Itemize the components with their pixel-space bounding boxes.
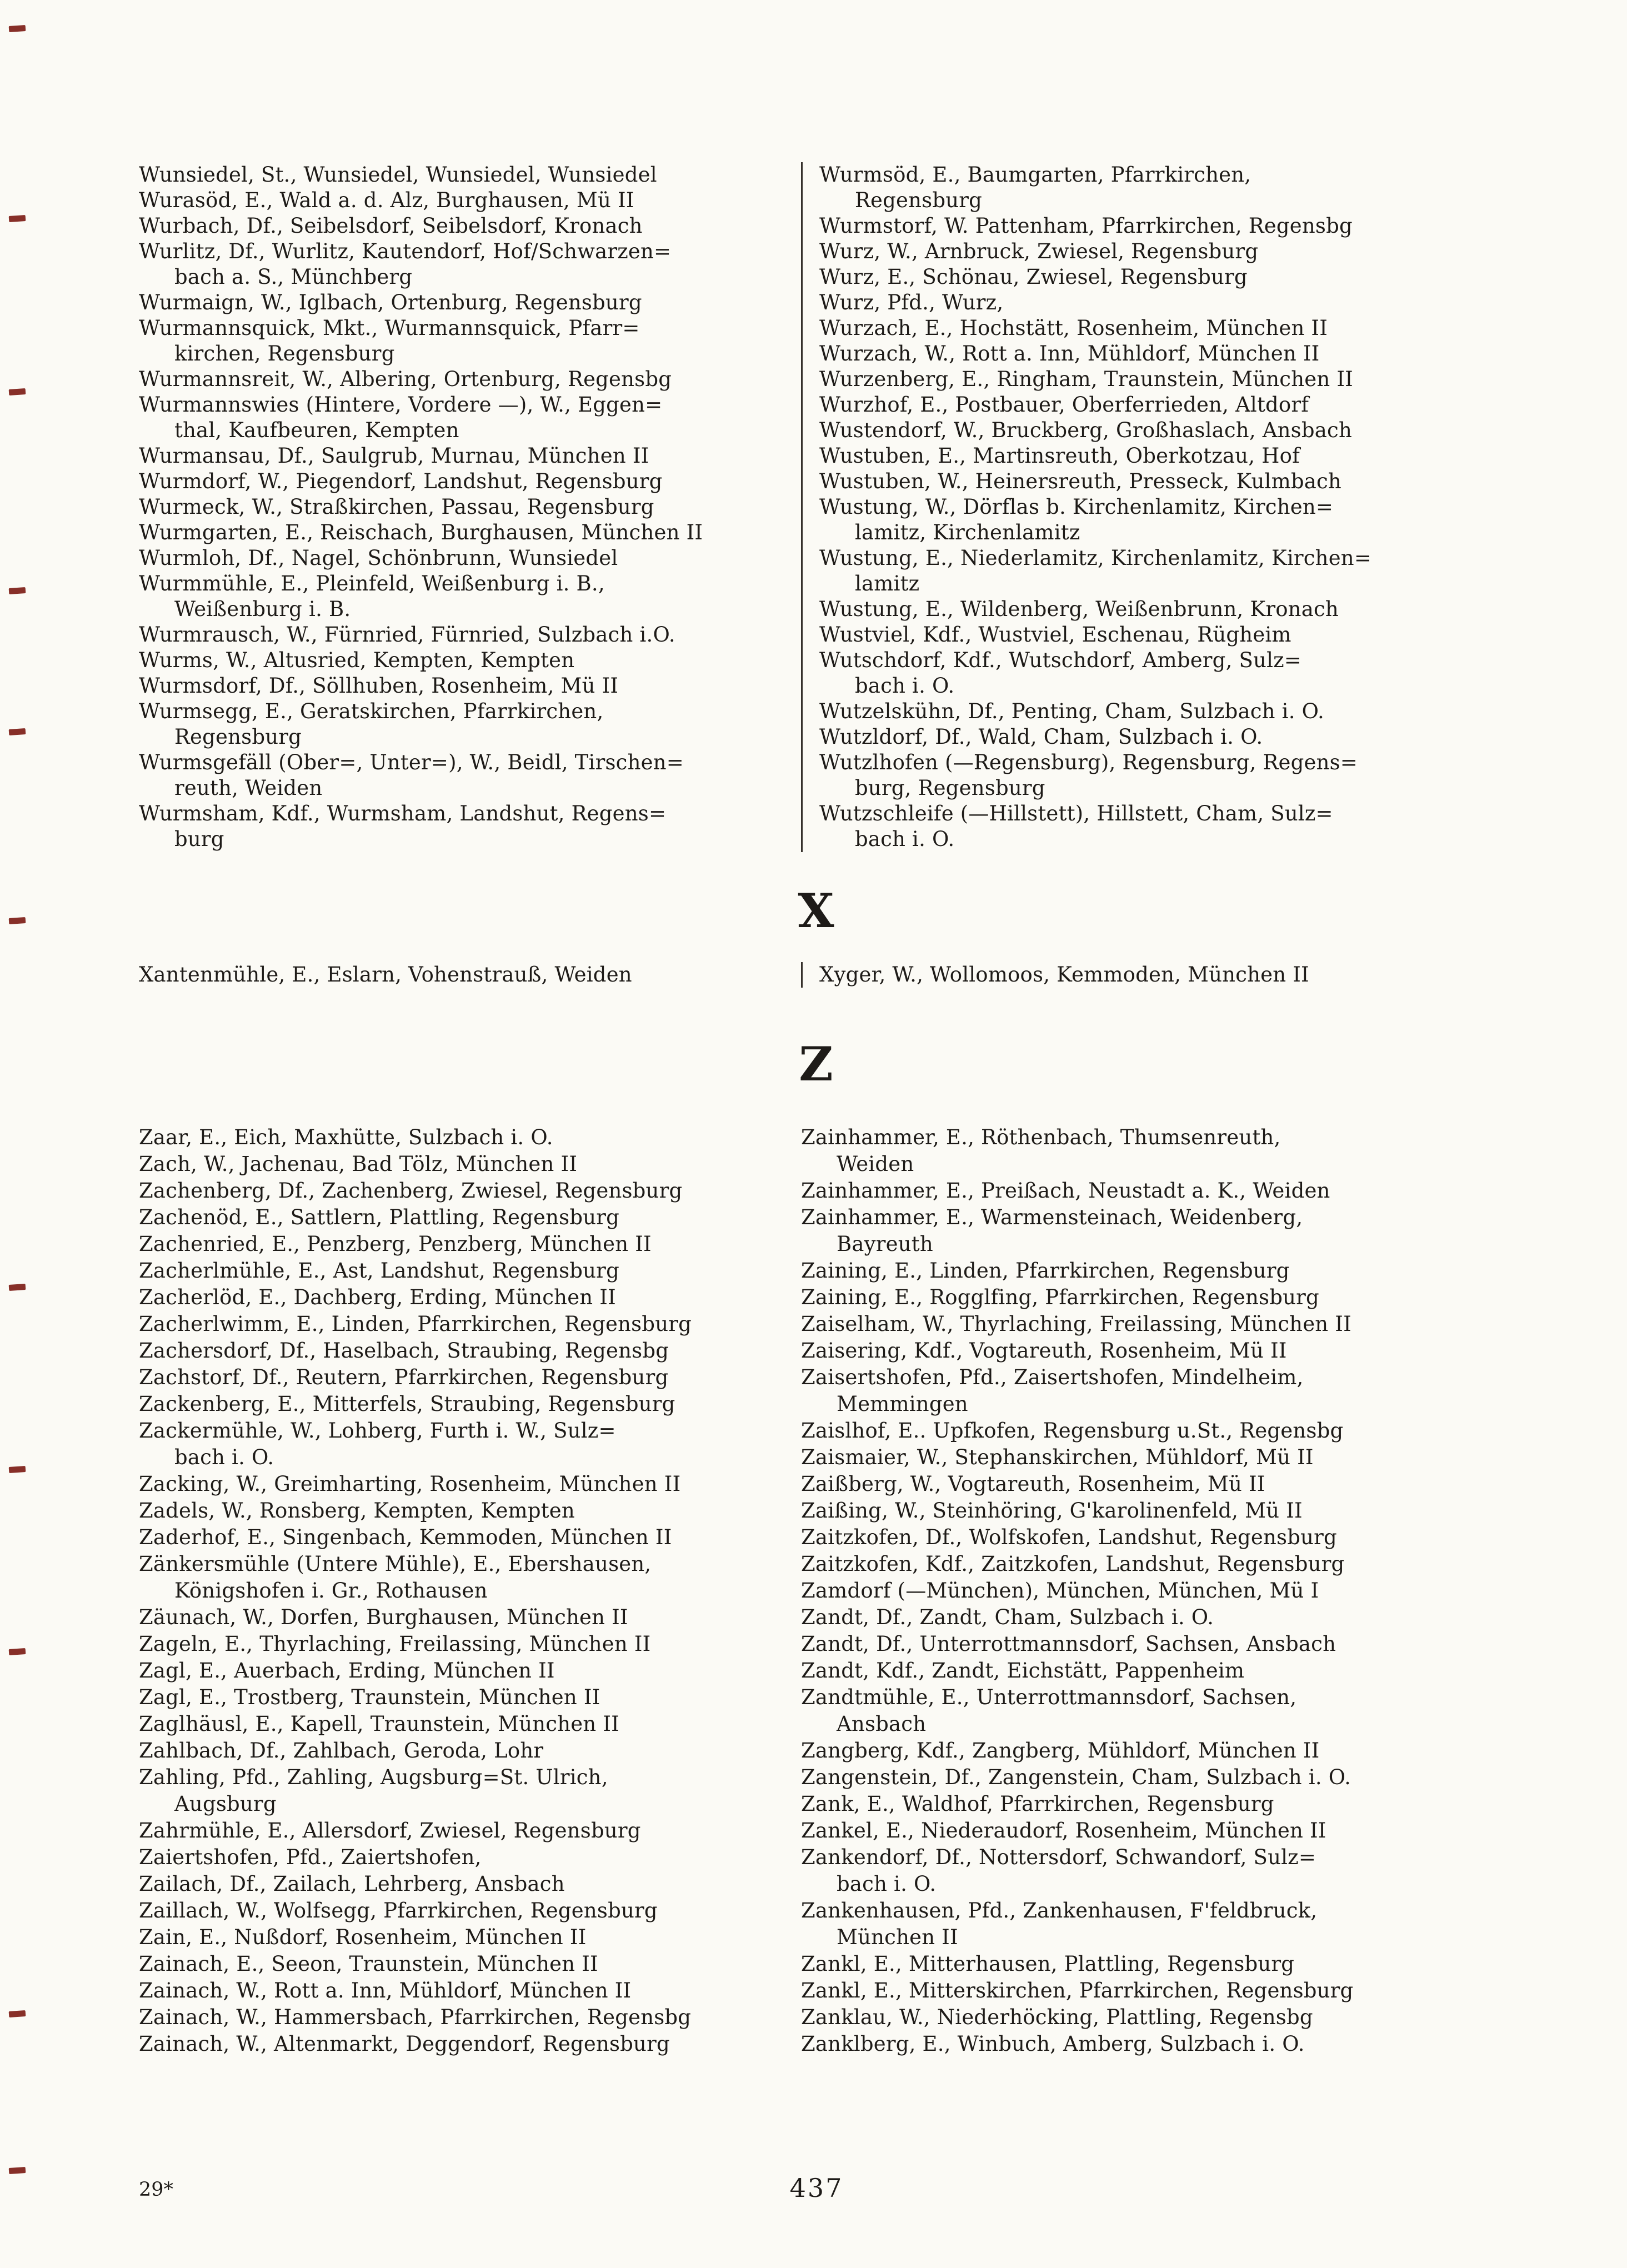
gazetteer-entry [139, 1871, 778, 1897]
entry-first-line: Wurmannswies (Hintere, Vordere —), W., Eggen= [139, 393, 663, 417]
gazetteer-entry [139, 1311, 778, 1338]
entry-first-line: Zaitzkofen, Kdf., Zaitzkofen, Landshut, Regensburg [801, 1552, 1345, 1576]
scan-artifact-mark [9, 587, 26, 594]
entry-first-line: Zachenberg, Df., Zachenberg, Zwiesel, Regensburg [139, 1179, 683, 1203]
entry-first-line: Wurmrausch, W., Fürnried, Fürnried, Sulzbach i.O. [139, 623, 675, 647]
gazetteer-entry [139, 1204, 778, 1231]
entry-continuation-line: Ansbach [837, 1712, 927, 1736]
gazetteer-entry [139, 571, 778, 622]
gazetteer-entry [801, 1791, 1494, 1818]
entry-continuation-line: bach i. O. [837, 1872, 937, 1896]
gazetteer-entry [139, 1338, 778, 1364]
gazetteer-entry [819, 962, 1494, 988]
section-heading-z: Z [799, 1037, 834, 1092]
gazetteer-entry [819, 750, 1494, 801]
entry-first-line: Wurz, E., Schönau, Zwiesel, Regensburg [819, 265, 1248, 289]
scan-artifact-mark [9, 388, 26, 395]
entry-first-line: Zahling, Pfd., Zahling, Augsburg=St. Ulrich, [139, 1765, 608, 1789]
entry-first-line: Zadels, W., Ronsberg, Kempten, Kempten [139, 1499, 575, 1523]
gazetteer-entry [819, 341, 1494, 367]
scan-artifact-mark [9, 917, 26, 924]
scan-artifact-mark [9, 25, 26, 32]
gazetteer-entry [801, 1258, 1494, 1284]
entry-first-line: Wustuben, W., Heinersreuth, Presseck, Kulmbach [819, 469, 1341, 493]
entry-first-line: Wunsiedel, St., Wunsiedel, Wunsiedel, Wunsiedel [139, 163, 657, 187]
entry-first-line: Zandt, Df., Unterrottmannsdorf, Sachsen, Ansbach [801, 1632, 1336, 1656]
gazetteer-entry [139, 469, 778, 494]
entry-first-line: Zageln, E., Thyrlaching, Freilassing, München II [139, 1632, 651, 1656]
entry-first-line: Zaining, E., Linden, Pfarrkirchen, Regensburg [801, 1259, 1290, 1283]
entry-first-line: Zaismaier, W., Stephanskirchen, Mühldorf, Mü II [801, 1445, 1314, 1469]
entry-first-line: Zaglhäusl, E., Kapell, Traunstein, München II [139, 1712, 619, 1736]
entry-first-line: Zaillach, W., Wolfsegg, Pfarrkirchen, Regensburg [139, 1899, 658, 1922]
gazetteer-entry [801, 1578, 1494, 1604]
entry-first-line: Zachstorf, Df., Reutern, Pfarrkirchen, Regensburg [139, 1365, 669, 1389]
entry-first-line: Wurmeck, W., Straßkirchen, Passau, Regensburg [139, 495, 654, 519]
entry-first-line: Zachenöd, E., Sattlern, Plattling, Regensburg [139, 1205, 620, 1229]
entry-first-line: Zahlbach, Df., Zahlbach, Geroda, Lohr [139, 1739, 544, 1763]
scan-artifact-mark [9, 1284, 26, 1291]
gazetteer-entry [801, 1977, 1494, 2004]
gazetteer-entry [801, 1658, 1494, 1684]
gazetteer-entry [801, 1551, 1494, 1578]
gazetteer-entry [139, 1284, 778, 1311]
printer-signature: 29* [139, 2179, 174, 2201]
gazetteer-entry [801, 1364, 1494, 1418]
gazetteer-entry [139, 1231, 778, 1258]
gazetteer-entry [139, 801, 778, 852]
entry-first-line: Zaißberg, W., Vogtareuth, Rosenheim, Mü II [801, 1472, 1265, 1496]
entry-first-line: Wurmstorf, W. Pattenham, Pfarrkirchen, Regensbg [819, 214, 1353, 238]
gazetteer-entry [819, 724, 1494, 750]
entry-first-line: Wurz, W., Arnbruck, Zwiesel, Regensburg [819, 239, 1259, 263]
gazetteer-entry [139, 1711, 778, 1738]
page-content [139, 162, 1494, 2057]
entry-first-line: Wurmmühle, E., Pleinfeld, Weißenburg i. B., [139, 572, 605, 595]
gazetteer-entry [139, 1658, 778, 1684]
gazetteer-entry [139, 750, 778, 801]
gazetteer-entry [801, 1738, 1494, 1764]
entry-continuation-line: bach i. O. [174, 1445, 274, 1469]
gazetteer-entry [819, 418, 1494, 443]
gazetteer-entry [801, 1124, 1494, 1178]
gazetteer-entry [819, 597, 1494, 622]
gazetteer-entry [819, 290, 1494, 316]
gazetteer-entry [801, 1818, 1494, 1844]
gazetteer-entry [139, 1498, 778, 1524]
gazetteer-entry [819, 162, 1494, 213]
gazetteer-entry [139, 290, 778, 316]
entry-first-line: Zangberg, Kdf., Zangberg, Mühldorf, München II [801, 1739, 1320, 1763]
entry-first-line: Wustung, E., Wildenberg, Weißenbrunn, Kronach [819, 597, 1339, 621]
gazetteer-entry [139, 213, 778, 239]
entry-first-line: Zaislhof, E.. Upfkofen, Regensburg u.St., Regensbg [801, 1419, 1344, 1443]
z-left-column [139, 1124, 778, 2057]
entry-continuation-line: kirchen, Regensburg [174, 342, 395, 366]
gazetteer-entry [139, 1631, 778, 1658]
entry-first-line: Wurzach, E., Hochstätt, Rosenheim, München II [819, 316, 1328, 340]
entry-first-line: Zagl, E., Auerbach, Erding, München II [139, 1659, 555, 1683]
entry-first-line: Zach, W., Jachenau, Bad Tölz, München II [139, 1152, 578, 1176]
entry-first-line: Xantenmühle, E., Eslarn, Vohenstrauß, Weiden [139, 963, 632, 987]
entry-first-line: Wurzhof, E., Postbauer, Oberferrieden, Altdorf [819, 393, 1309, 417]
entry-first-line: Wurmsegg, E., Geratskirchen, Pfarrkirchen, [139, 699, 604, 723]
section-w-entries [139, 162, 1494, 852]
gazetteer-entry [801, 1311, 1494, 1338]
entry-first-line: Zacherlmühle, E., Ast, Landshut, Regensburg [139, 1259, 619, 1283]
entry-first-line: Zailach, Df., Zailach, Lehrberg, Ansbach [139, 1872, 565, 1896]
entry-first-line: Wurzenberg, E., Ringham, Traunstein, München II [819, 367, 1353, 391]
entry-first-line: Wurmsdorf, Df., Söllhuben, Rosenheim, Mü II [139, 674, 619, 698]
x-left-column [139, 962, 778, 988]
entry-first-line: Wurmaign, W., Iglbach, Ortenburg, Regensburg [139, 291, 642, 314]
gazetteer-entry [819, 545, 1494, 597]
entry-first-line: Zanklau, W., Niederhöcking, Plattling, Regensbg [801, 2005, 1313, 2029]
gazetteer-entry [139, 1818, 778, 1844]
entry-first-line: Wutzlhofen (—Regensburg), Regensburg, Regens= [819, 750, 1358, 774]
w-right-column [801, 162, 1494, 852]
gazetteer-entry [801, 1524, 1494, 1551]
entry-first-line: Wustviel, Kdf., Wustviel, Eschenau, Rügheim [819, 623, 1291, 647]
gazetteer-entry [139, 1684, 778, 1711]
entry-first-line: Zainhammer, E., Röthenbach, Thumsenreuth, [801, 1125, 1281, 1149]
gazetteer-entry [139, 622, 778, 648]
entry-first-line: Zachersdorf, Df., Haselbach, Straubing, Regensbg [139, 1339, 669, 1363]
gazetteer-entry [819, 264, 1494, 290]
gazetteer-entry [819, 316, 1494, 341]
gazetteer-entry [819, 239, 1494, 264]
gazetteer-entry [139, 1418, 778, 1471]
gazetteer-entry [139, 239, 778, 290]
entry-first-line: Zamdorf (—München), München, München, Mü I [801, 1579, 1319, 1603]
gazetteer-entry [819, 213, 1494, 239]
gazetteer-entry [139, 699, 778, 750]
entry-first-line: Zacking, W., Greimharting, Rosenheim, München II [139, 1472, 681, 1496]
gazetteer-entry [819, 469, 1494, 494]
entry-continuation-line: bach i. O. [855, 674, 955, 698]
scan-artifact-mark [9, 2167, 26, 2174]
entry-first-line: Zaderhof, E., Singenbach, Kemmoden, München II [139, 1525, 672, 1549]
entry-continuation-line: lamitz [855, 572, 920, 595]
gazetteer-entry [801, 1471, 1494, 1498]
entry-continuation-line: thal, Kaufbeuren, Kempten [174, 418, 459, 442]
entry-first-line: Zangenstein, Df., Zangenstein, Cham, Sulzbach i. O. [801, 1765, 1351, 1789]
gazetteer-entry [801, 1631, 1494, 1658]
entry-first-line: Zainach, W., Altenmarkt, Deggendorf, Regensburg [139, 2032, 670, 2056]
entry-first-line: Wurmsham, Kdf., Wurmsham, Landshut, Regens= [139, 802, 667, 825]
gazetteer-entry [139, 1924, 778, 1951]
entry-first-line: Zainach, W., Rott a. Inn, Mühldorf, München II [139, 1979, 632, 2002]
gazetteer-entry [801, 1204, 1494, 1258]
entry-first-line: Zacherlwimm, E., Linden, Pfarrkirchen, Regensburg [139, 1312, 692, 1336]
entry-first-line: Wutzldorf, Df., Wald, Cham, Sulzbach i. O. [819, 725, 1263, 749]
entry-first-line: Zanklberg, E., Winbuch, Amberg, Sulzbach i. O. [801, 2032, 1305, 2056]
entry-first-line: Zachenried, E., Penzberg, Penzberg, München II [139, 1232, 652, 1256]
z-right-column [801, 1124, 1494, 2057]
entry-first-line: Zainhammer, E., Preißach, Neustadt a. K., Weiden [801, 1179, 1330, 1203]
entry-first-line: Zänkersmühle (Untere Mühle), E., Ebershausen, [139, 1552, 652, 1576]
gazetteer-entry [139, 1764, 778, 1818]
gazetteer-entry [139, 2004, 778, 2031]
gazetteer-entry [139, 1391, 778, 1418]
entry-first-line: Zank, E., Waldhof, Pfarrkirchen, Regensburg [801, 1792, 1274, 1816]
entry-continuation-line: Königshofen i. Gr., Rothausen [174, 1579, 488, 1603]
gazetteer-entry [139, 443, 778, 469]
entry-first-line: Zäunach, W., Dorfen, Burghausen, München II [139, 1605, 628, 1629]
scan-artifact-mark [9, 2010, 26, 2017]
gazetteer-entry [139, 316, 778, 367]
gazetteer-entry [139, 162, 778, 188]
gazetteer-entry [139, 1258, 778, 1284]
entry-first-line: Wurmdorf, W., Piegendorf, Landshut, Regensburg [139, 469, 663, 493]
entry-first-line: Zankel, E., Niederaudorf, Rosenheim, München II [801, 1819, 1326, 1843]
entry-first-line: Zaar, E., Eich, Maxhütte, Sulzbach i. O. [139, 1125, 553, 1149]
gazetteer-entry [139, 1897, 778, 1924]
entry-first-line: Zaißing, W., Steinhöring, G'karolinenfeld, Mü II [801, 1499, 1303, 1523]
section-z [139, 1037, 1494, 2057]
entry-first-line: Wustung, W., Dörflas b. Kirchenlamitz, Kirchen= [819, 495, 1334, 519]
gazetteer-entry [139, 2031, 778, 2057]
x-columns [139, 962, 1494, 988]
gazetteer-entry [139, 367, 778, 392]
entry-first-line: Wurasöd, E., Wald a. d. Alz, Burghausen, Mü II [139, 188, 634, 212]
entry-continuation-line: Weiden [837, 1152, 914, 1176]
page-number: 437 [789, 2173, 844, 2203]
gazetteer-entry [139, 1951, 778, 1977]
gazetteer-entry [801, 1418, 1494, 1444]
entry-first-line: Wurmannsreit, W., Albering, Ortenburg, Regensbg [139, 367, 672, 391]
entry-first-line: Zaisertshofen, Pfd., Zaisertshofen, Mindelheim, [801, 1365, 1304, 1389]
entry-first-line: Wurlitz, Df., Wurlitz, Kautendorf, Hof/Schwarzen= [139, 239, 672, 263]
entry-continuation-line: reuth, Weiden [174, 776, 323, 800]
entry-first-line: Zankendorf, Df., Nottersdorf, Schwandorf, Sulz= [801, 1845, 1316, 1869]
entry-first-line: Wurmsgefäll (Ober=, Unter=), W., Beidl, Tirschen= [139, 750, 684, 774]
entry-first-line: Wustung, E., Niederlamitz, Kirchenlamitz, Kirchen= [819, 546, 1372, 570]
entry-first-line: Zagl, E., Trostberg, Traunstein, München II [139, 1685, 600, 1709]
entry-first-line: Wutzschleife (—Hillstett), Hillstett, Cham, Sulz= [819, 802, 1333, 825]
gazetteer-entry [139, 188, 778, 213]
entry-first-line: Zackenberg, E., Mitterfels, Straubing, Regensburg [139, 1392, 675, 1416]
gazetteer-entry [139, 673, 778, 699]
gazetteer-entry [139, 1738, 778, 1764]
entry-continuation-line: Regensburg [174, 725, 302, 749]
entry-continuation-line: lamitz, Kirchenlamitz [855, 520, 1080, 544]
entry-first-line: Wurz, Pfd., Wurz, [819, 291, 1004, 314]
entry-first-line: Wurmansau, Df., Saulgrub, Murnau, München II [139, 444, 649, 468]
entry-first-line: Zainach, W., Hammersbach, Pfarrkirchen, Regensbg [139, 2005, 692, 2029]
entry-first-line: Zankl, E., Mitterhausen, Plattling, Regensburg [801, 1952, 1295, 1976]
entry-first-line: Wurmsöd, E., Baumgarten, Pfarrkirchen, [819, 163, 1251, 187]
gazetteer-entry [819, 622, 1494, 648]
entry-continuation-line: bach a. S., Münchberg [174, 265, 413, 289]
entry-first-line: Wutschdorf, Kdf., Wutschdorf, Amberg, Sulz= [819, 648, 1302, 672]
entry-continuation-line: burg, Regensburg [855, 776, 1045, 800]
gazetteer-entry [801, 1444, 1494, 1471]
gazetteer-entry [139, 1364, 778, 1391]
entry-first-line: Zainhammer, E., Warmensteinach, Weidenberg, [801, 1205, 1303, 1229]
scan-artifact-mark [9, 1466, 26, 1473]
w-left-column [139, 162, 778, 852]
section-heading-x: X [798, 883, 835, 938]
gazetteer-entry [139, 494, 778, 520]
entry-first-line: Wurmgarten, E., Reischach, Burghausen, München II [139, 520, 703, 544]
entry-continuation-line: Regensburg [855, 188, 983, 212]
gazetteer-entry [139, 1977, 778, 2004]
gazetteer-entry [801, 1604, 1494, 1631]
entry-first-line: Wurms, W., Altusried, Kempten, Kempten [139, 648, 575, 672]
entry-first-line: Zahrmühle, E., Allersdorf, Zwiesel, Regensburg [139, 1819, 641, 1843]
entry-continuation-line: Bayreuth [837, 1232, 933, 1256]
entry-first-line: Zaiselham, W., Thyrlaching, Freilassing, München II [801, 1312, 1351, 1336]
entry-first-line: Xyger, W., Wollomoos, Kemmoden, München II [819, 963, 1309, 987]
entry-first-line: Zackermühle, W., Lohberg, Furth i. W., Sulz= [139, 1419, 616, 1443]
section-x [139, 883, 1494, 988]
page-footer [139, 2173, 1494, 2206]
scan-artifact-mark [9, 215, 26, 222]
entry-first-line: Zaiertshofen, Pfd., Zaiertshofen, [139, 1845, 482, 1869]
entry-first-line: Wustendorf, W., Bruckberg, Großhaslach, Ansbach [819, 418, 1352, 442]
entry-first-line: Zankl, E., Mitterskirchen, Pfarrkirchen, Regensburg [801, 1979, 1354, 2002]
entry-first-line: Zandt, Kdf., Zandt, Eichstätt, Pappenheim [801, 1659, 1245, 1683]
entry-first-line: Wurbach, Df., Seibelsdorf, Seibelsdorf, Kronach [139, 214, 643, 238]
entry-continuation-line: Augsburg [174, 1792, 277, 1816]
entry-first-line: Wutzelskühn, Df., Penting, Cham, Sulzbach i. O. [819, 699, 1324, 723]
gazetteer-entry [801, 1951, 1494, 1977]
entry-first-line: Zaisering, Kdf., Vogtareuth, Rosenheim, Mü II [801, 1339, 1287, 1363]
gazetteer-entry [819, 801, 1494, 852]
gazetteer-entry [139, 520, 778, 545]
entry-first-line: Zaitzkofen, Df., Wolfskofen, Landshut, Regensburg [801, 1525, 1337, 1549]
gazetteer-entry [801, 2004, 1494, 2031]
w-columns [139, 162, 1494, 852]
entry-first-line: Wurmannsquick, Mkt., Wurmannsquick, Pfarr= [139, 316, 640, 340]
gazetteer-entry [819, 648, 1494, 699]
gazetteer-entry [819, 494, 1494, 545]
gazetteer-entry [139, 545, 778, 571]
entry-first-line: Zandt, Df., Zandt, Cham, Sulzbach i. O. [801, 1605, 1214, 1629]
gazetteer-entry [801, 1498, 1494, 1524]
entry-first-line: Wurmloh, Df., Nagel, Schönbrunn, Wunsiedel [139, 546, 618, 570]
entry-first-line: Zainach, E., Seeon, Traunstein, München II [139, 1952, 598, 1976]
gazetteer-entry [139, 1178, 778, 1204]
gazetteer-entry [801, 1764, 1494, 1791]
gazetteer-entry [801, 2031, 1494, 2057]
gazetteer-entry [819, 443, 1494, 469]
entry-first-line: Zain, E., Nußdorf, Rosenheim, München II [139, 1925, 587, 1949]
entry-continuation-line: burg [174, 827, 224, 851]
gazetteer-entry [139, 648, 778, 673]
gazetteer-entry [139, 1151, 778, 1178]
x-right-column [801, 962, 1494, 988]
gazetteer-entry [801, 1684, 1494, 1738]
entry-first-line: Zacherlöd, E., Dachberg, Erding, München II [139, 1285, 616, 1309]
entry-continuation-line: bach i. O. [855, 827, 955, 851]
gazetteer-entry [801, 1338, 1494, 1364]
gazetteer-entry [139, 1604, 778, 1631]
gazetteer-entry [139, 1124, 778, 1151]
gazetteer-entry [139, 392, 778, 443]
entry-continuation-line: München II [837, 1925, 958, 1949]
entry-first-line: Wurzach, W., Rott a. Inn, Mühldorf, München II [819, 342, 1320, 366]
gazetteer-entry [139, 962, 778, 988]
gazetteer-entry [139, 1524, 778, 1551]
gazetteer-entry [819, 699, 1494, 724]
scan-artifact-mark [9, 728, 26, 735]
gazetteer-entry [801, 1844, 1494, 1897]
entry-first-line: Wustuben, E., Martinsreuth, Oberkotzau, Hof [819, 444, 1300, 468]
gazetteer-entry [139, 1551, 778, 1604]
gazetteer-entry [801, 1178, 1494, 1204]
entry-continuation-line: Weißenburg i. B. [174, 597, 351, 621]
gazetteer-entry [819, 367, 1494, 392]
gazetteer-entry [801, 1897, 1494, 1951]
scan-artifact-mark [9, 1648, 26, 1655]
z-columns [139, 1124, 1494, 2057]
gazetteer-entry [139, 1471, 778, 1498]
gazetteer-entry [819, 392, 1494, 418]
entry-first-line: Zankenhausen, Pfd., Zankenhausen, F'feldbruck, [801, 1899, 1318, 1922]
entry-first-line: Zaining, E., Rogglfing, Pfarrkirchen, Regensburg [801, 1285, 1319, 1309]
gazetteer-entry [139, 1844, 778, 1871]
entry-first-line: Zandtmühle, E., Unterrottmannsdorf, Sachsen, [801, 1685, 1297, 1709]
entry-continuation-line: Memmingen [837, 1392, 968, 1416]
gazetteer-entry [801, 1284, 1494, 1311]
